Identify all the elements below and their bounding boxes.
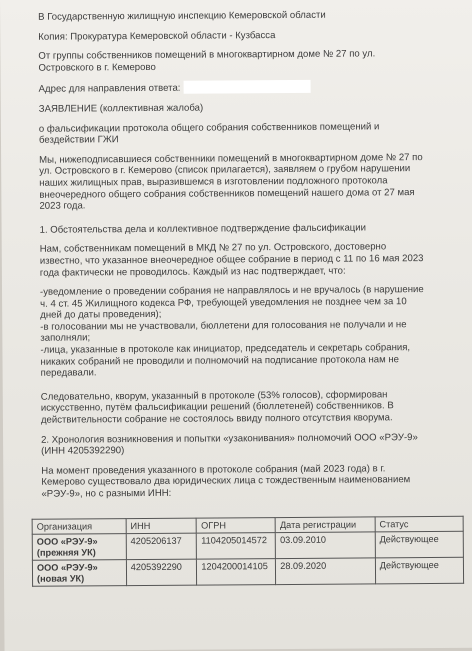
- section-2-heading: 2. Хронология возникновения и попытки «узаконивания» полномочий ООО «РЭУ-9» (ИНН 4205392290): [41, 431, 418, 457]
- cell-inn: 4205392290: [126, 559, 197, 585]
- table-row: [32, 531, 463, 560]
- statement-subject: о фальсификации протокола общего собрания собственников помещений и бездействии ГЖИ: [38, 120, 380, 146]
- column-header-inn: ИНН: [126, 518, 197, 534]
- bullet-notification: -уведомление о проведении собрания не направлялось и не вручалось (в нарушение ч. 4 ст. 45 Жилищного кодекса РФ, требующей уведомления не позднее чем за 10 дней до даты проведения);: [40, 284, 424, 322]
- cell-status: Действующее: [375, 531, 463, 558]
- cell-registration-date: 03.09.2010: [275, 532, 375, 559]
- statement-intro: Мы, нижеподписавшиеся собственники помещений в многоквартирном доме № 27 по ул. Островского в г. Кемерово (список прилагается), заявляем о грубом нарушении наших жилищных прав, выразившемся в изготовлении подложного протокола внеочередного общего собрания собственников помещений нашего дома от 27 мая 2023 года.: [39, 151, 423, 212]
- cell-inn: 4205206137: [126, 533, 197, 559]
- companies-table: [32, 515, 464, 587]
- redaction-box: [183, 80, 310, 94]
- bullet-voting: -в голосовании мы не участвовали, бюллетени для голосования не получали и не заполняли;: [40, 319, 407, 345]
- sender: От группы собственников помещений в многоквартирном доме № 27 по ул. Островского в г. Кемерово: [38, 48, 376, 74]
- column-header-registration-date: Дата регистрации: [275, 516, 375, 532]
- cell-status: Действующее: [375, 557, 463, 584]
- cell-registration-date: 28.09.2020: [276, 558, 376, 585]
- cell-ogrn: 1104205014572: [197, 533, 276, 560]
- copy-recipient: Копия: Прокуратура Кемеровской области - Кузбасса: [38, 29, 276, 43]
- reply-address-label: Адрес для направления ответа:: [38, 83, 181, 96]
- section-1-conclusion: Следовательно, кворум, указанный в протоколе (53% голосов), сформирован искусственно, путём фальсификации решений (бюллетеней) собственников. В действительности собрание не состоялось ввиду полного отсутствия кворума.: [40, 389, 394, 426]
- column-header-organization: Организация: [32, 518, 126, 534]
- column-header-status: Статус: [375, 516, 463, 532]
- section-1-paragraph: Нам, собственникам помещений в МКД № 27 по ул. Островского, достоверно известно, что указанное внеочередное общее собрание в период с 11 по 16 мая 2023 года фактически не проводилось. Каждый из нас подтверждает, что:: [39, 241, 424, 279]
- table-row: [32, 557, 463, 586]
- cell-organization: ООО «РЭУ-9» (новая УК): [32, 560, 126, 587]
- section-1-heading: 1. Обстоятельства дела и коллективное подтверждение фальсификации: [39, 222, 367, 236]
- cell-organization: ООО «РЭУ-9» (прежняя УК): [32, 534, 126, 561]
- section-2-paragraph: На момент проведения указанного в протоколе собрания (май 2023 года) в г. Кемерово существовало два юридических лица с тождественным наименованием «РЭУ-9», но с разными ИНН:: [41, 463, 411, 500]
- cell-ogrn: 1204200014105: [197, 559, 276, 586]
- bullet-officials: -лица, указанные в протоколе как инициатор, председатель и секретарь собрания, никаких собраний не проводили и полномочий на подписание протокола нам не передавали.: [40, 342, 411, 379]
- addressee: В Государственную жилищную инспекцию Кемеровской области: [38, 9, 326, 23]
- statement-title: ЗАЯВЛЕНИЕ (коллективная жалоба): [38, 102, 204, 115]
- column-header-ogrn: ОГРН: [197, 517, 276, 533]
